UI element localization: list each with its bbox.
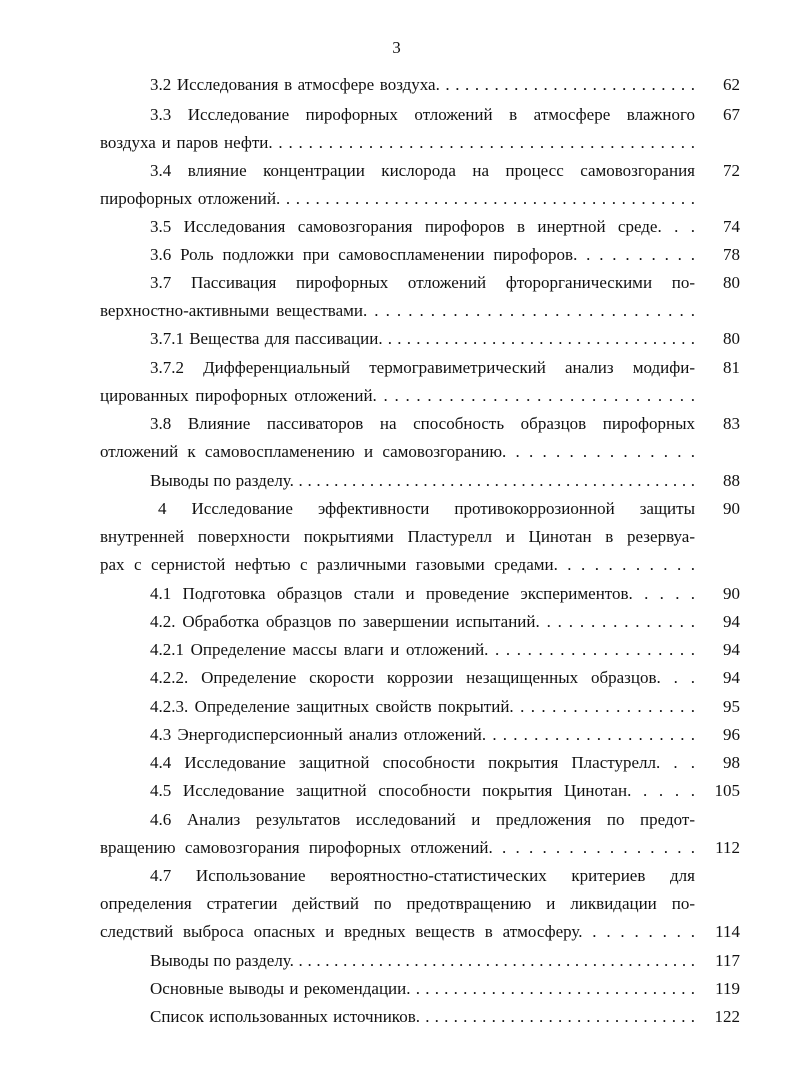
toc-entry [150, 694, 695, 720]
toc-entry-text: вращению самовозгорания пирофорных отложений. . . . . . . . . . . . . . . . [100, 838, 695, 857]
toc-entry [150, 665, 695, 691]
toc-entry-text: 3.4 влияние концентрации кислорода на процесс самовозгорания [150, 161, 695, 180]
toc-entry [150, 807, 695, 833]
toc-entry-text: 4 Исследование эффективности противокоррозионной защиты [158, 499, 695, 518]
toc-entry-text: 3.7.2 Дифференциальный термогравиметрический анализ модифи- [150, 358, 695, 377]
toc-entry [150, 637, 695, 663]
toc-entry-text: 4.2.3. Определение защитных свойств покрытий. . . . . . . . . . . . . . . . . . [150, 697, 695, 716]
toc-entry-text: 4.2.2. Определение скорости коррозии незащищенных образцов. . . [150, 668, 695, 687]
toc-entry [150, 72, 695, 98]
toc-page-number: 119 [715, 979, 740, 998]
toc-entry [150, 158, 695, 184]
toc-page-number: 98 [723, 753, 740, 772]
toc-entry [100, 186, 695, 212]
toc-page-number: 62 [723, 75, 740, 94]
toc-page-number: 90 [723, 584, 740, 603]
toc-entry-text: 4.2. Обработка образцов по завершении испытаний. . . . . . . . . . . . . . . [150, 612, 695, 631]
toc-entry-text: 3.7.1 Вещества для пассивации. . . . . . . . . . . . . . . . . . . . . . . . . . . . . . . . . . [150, 329, 695, 348]
toc-entry-text: 3.5 Исследования самовозгорания пирофоров в инертной среде. . . [150, 217, 695, 236]
toc-entry-text: цированных пирофорных отложений. . . . . . . . . . . . . . . . . . . . . . . . . . . . . . [100, 386, 695, 405]
toc-entry [150, 863, 695, 889]
toc-entry-text: Выводы по разделу. . . . . . . . . . . . . . . . . . . . . . . . . . . . . . . . . . . . . . . . . . . . . . [150, 471, 695, 490]
toc-entry [150, 468, 695, 494]
toc-entry-text: воздуха и паров нефти. . . . . . . . . . . . . . . . . . . . . . . . . . . . . . . . . . . . . . . . . . . [100, 133, 695, 152]
toc-page-number: 81 [723, 358, 740, 377]
toc-entry-text: 4.1 Подготовка образцов стали и проведение экспериментов. . . . . [150, 584, 695, 603]
toc-entry [100, 439, 695, 465]
toc-entry-text: пирофорных отложений. . . . . . . . . . . . . . . . . . . . . . . . . . . . . . . . . . . . . . . . . . . [100, 189, 695, 208]
toc-page-number: 122 [714, 1007, 740, 1026]
toc-page-number: 80 [723, 329, 740, 348]
toc-entry-text: определения стратегии действий по предотвращению и ликвидации по- [100, 894, 695, 913]
toc-page-number: 114 [715, 922, 740, 941]
toc-entry [100, 552, 695, 578]
toc-entry-text: 4.3 Энергодисперсионный анализ отложений. . . . . . . . . . . . . . . . . . . . . [150, 725, 695, 744]
toc-entry [150, 976, 695, 1002]
toc-entry [150, 242, 695, 268]
toc-entry-text: 3.7 Пассивация пирофорных отложений фторорганическими по- [150, 273, 695, 292]
toc-page-number: 90 [723, 499, 740, 518]
toc-page-number: 74 [723, 217, 740, 236]
toc-entry [150, 1004, 695, 1030]
toc-entry-text: 4.6 Анализ результатов исследований и предложения по предот- [150, 810, 695, 829]
toc-entry-text: 4.4 Исследование защитной способности покрытия Пластурелл. . . [150, 753, 695, 772]
toc-page-number: 67 [723, 105, 740, 124]
toc-page-number: 78 [723, 245, 740, 264]
toc-page-number: 105 [714, 781, 740, 800]
toc-entry-text: 3.8 Влияние пассиваторов на способность образцов пирофорных [150, 414, 695, 433]
toc-page-number: 117 [715, 951, 740, 970]
toc-entry [100, 835, 695, 861]
toc-entry [150, 102, 695, 128]
toc-entry [150, 270, 695, 296]
toc-entry [150, 355, 695, 381]
toc-entry [150, 326, 695, 352]
toc-entry-text: Основные выводы и рекомендации. . . . . . . . . . . . . . . . . . . . . . . . . . . . . . . [150, 979, 695, 998]
toc-page-number: 83 [723, 414, 740, 433]
toc-entry [100, 919, 695, 945]
toc-entry [100, 891, 695, 917]
toc-entry [150, 948, 695, 974]
toc-entry [158, 496, 695, 522]
toc-entry [150, 750, 695, 776]
toc-entry-text: 4.5 Исследование защитной способности покрытия Цинотан. . . . . [150, 781, 695, 800]
toc-entry [150, 411, 695, 437]
toc-entry-text: Список использованных источников. . . . . . . . . . . . . . . . . . . . . . . . . . . . . . [150, 1007, 695, 1026]
toc-page-number: 94 [723, 668, 740, 687]
toc-entry-text: 4.2.1 Определение массы влаги и отложений. . . . . . . . . . . . . . . . . . . . [150, 640, 695, 659]
toc-entry-text: 3.2 Исследования в атмосфере воздуха. . . . . . . . . . . . . . . . . . . . . . . . . . . [150, 75, 695, 94]
toc-entry [150, 722, 695, 748]
toc-entry-text: внутренней поверхности покрытиями Пластурелл и Цинотан в резервуа- [100, 527, 695, 546]
toc-entry [100, 130, 695, 156]
toc-page-number: 94 [723, 612, 740, 631]
toc-page-number: 80 [723, 273, 740, 292]
toc-entry [100, 298, 695, 324]
toc-entry [150, 581, 695, 607]
page-number: 3 [392, 38, 401, 57]
toc-entry [150, 609, 695, 635]
toc-entry [100, 383, 695, 409]
toc-page-number: 96 [723, 725, 740, 744]
toc-entry-text: 3.3 Исследование пирофорных отложений в атмосфере влажного [150, 105, 695, 124]
toc-entry [100, 524, 695, 550]
toc-entry-text: 3.6 Роль подложки при самовоспламенении пирофоров. . . . . . . . . . [150, 245, 695, 264]
toc-entry-text: верхностно-активными веществами. . . . . . . . . . . . . . . . . . . . . . . . . . . . . . [100, 301, 695, 320]
toc-page-number: 95 [723, 697, 740, 716]
toc-page-number: 94 [723, 640, 740, 659]
toc-page-number: 112 [715, 838, 740, 857]
toc-entry [150, 214, 695, 240]
toc-page-number: 88 [723, 471, 740, 490]
toc-entry-text: отложений к самовоспламенению и самовозгоранию. . . . . . . . . . . . . . . [100, 442, 695, 461]
toc-entry-text: рах с сернистой нефтью с различными газовыми средами. . . . . . . . . . . [100, 555, 695, 574]
toc-entry-text: следствий выброса опасных и вредных веществ в атмосферу. . . . . . . . . [100, 922, 695, 941]
toc-entry [150, 778, 695, 804]
toc-entry-text: 4.7 Использование вероятностно-статистических критериев для [150, 866, 695, 885]
toc-entry-text: Выводы по разделу. . . . . . . . . . . . . . . . . . . . . . . . . . . . . . . . . . . . . . . . . . . . . . [150, 951, 695, 970]
toc-page-number: 72 [723, 161, 740, 180]
